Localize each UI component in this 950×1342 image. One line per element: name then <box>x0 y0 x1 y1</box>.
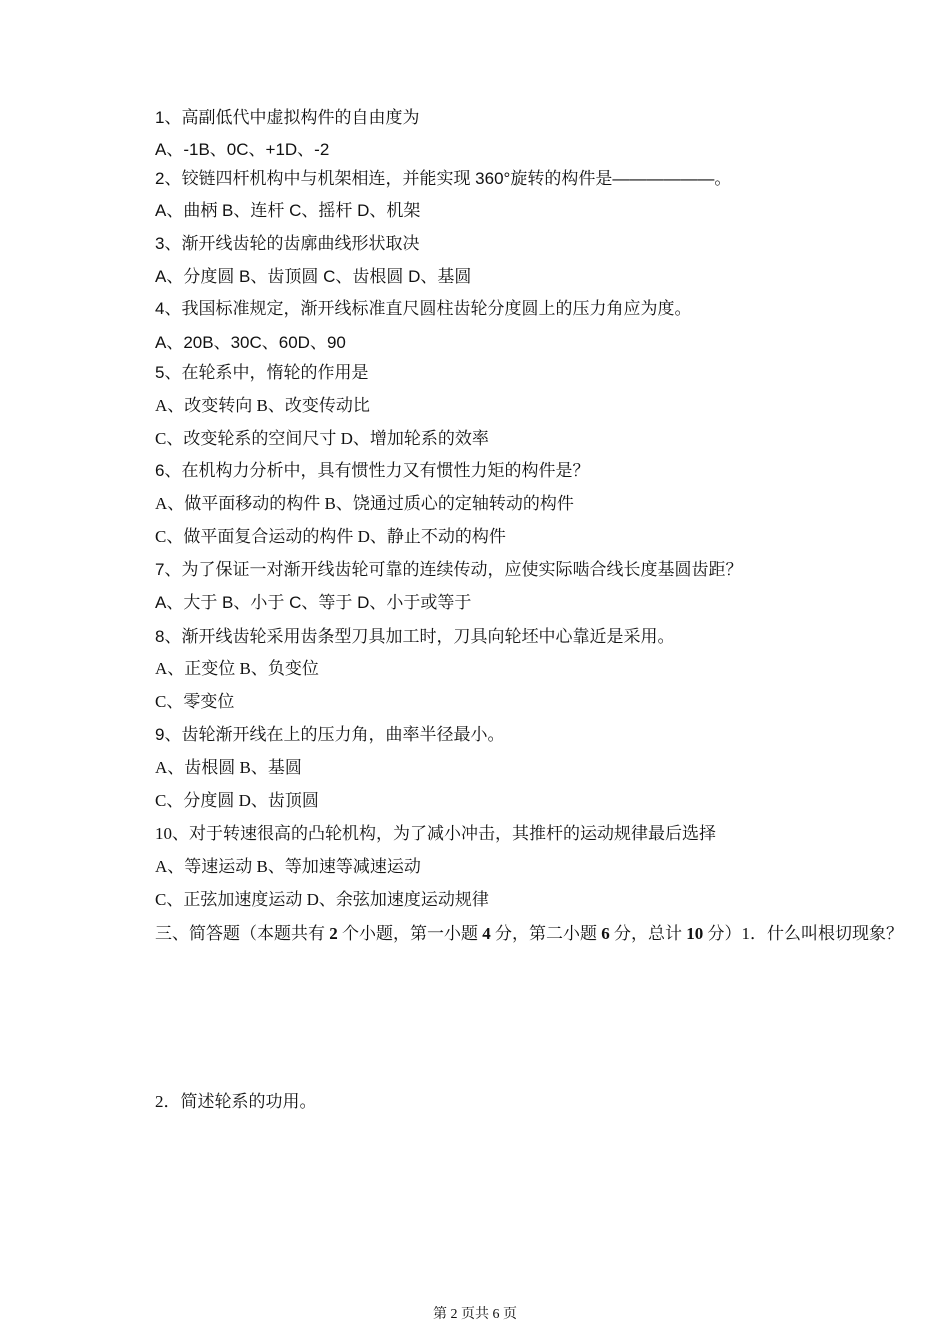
question-1-options: A、-1B、0C、+1D、-2 <box>155 140 330 159</box>
question-6-options-cd: C、做平面复合运动的构件 D、静止不动的构件 <box>155 527 506 546</box>
question-8: 8、渐开线齿轮采用齿条型刀具加工时，刀具向轮坯中心靠近是采用。 <box>155 627 675 646</box>
section-3-num-questions: 2 <box>329 924 338 943</box>
question-7: 7、为了保证一对渐开线齿轮可靠的连续传动，应使实际啮合线长度基圆齿距？ <box>155 560 743 579</box>
section-3-q1-points: 4 <box>482 924 491 943</box>
question-4: 4、我国标准规定，渐开线标准直尺圆柱齿轮分度圆上的压力角应为度。 <box>155 299 692 318</box>
question-6-options-ab: A、做平面移动的构件 B、饶通过质心的定轴转动的构件 <box>155 494 574 513</box>
question-2-options: A、曲柄 B、连杆 C、摇杆 D、机架 <box>155 201 421 220</box>
question-10-options-cd: C、正弦加速度运动 D、余弦加速度运动规律 <box>155 890 489 909</box>
question-10: 10、对于转速很高的凸轮机构，为了减小冲击，其推杆的运动规律最后选择 <box>155 824 716 843</box>
question-9: 9、齿轮渐开线在上的压力角，曲率半径最小。 <box>155 725 505 744</box>
section-3-mid-2: 分，第二小题 <box>495 924 597 943</box>
section-3-heading-suffix: 分）1．什么叫根切现象？ <box>707 924 903 943</box>
question-3: 3、渐开线齿轮的齿廓曲线形状取决 <box>155 234 420 253</box>
question-5-options-ab: A、改变转向 B、改变传动比 <box>155 396 370 415</box>
question-8-options-ab: A、正变位 B、负变位 <box>155 659 319 678</box>
question-9-options-cd: C、分度圆 D、齿顶圆 <box>155 791 319 810</box>
section-3-mid-3: 分，总计 <box>614 924 682 943</box>
question-2: 2、铰链四杆机构中与机架相连，并能实现 360°旋转的构件是——————。 <box>155 169 732 188</box>
section-3-total-points: 10 <box>686 924 704 943</box>
question-7-options: A、大于 B、小于 C、等于 D、小于或等于 <box>155 593 472 612</box>
section-3-heading-prefix: 三、简答题（本题共有 <box>155 924 325 943</box>
question-3-options: A、分度圆 B、齿顶圆 C、齿根圆 D、基圆 <box>155 267 472 286</box>
section-3-mid-1: 个小题，第一小题 <box>342 924 478 943</box>
section-3-question-2: 2．简述轮系的功用。 <box>155 1092 317 1111</box>
page-footer: 第 2 页共 6 页 <box>433 1307 517 1322</box>
question-9-options-ab: A、齿根圆 B、基圆 <box>155 758 302 777</box>
section-3-heading <box>155 918 915 950</box>
question-8-option-c: C、零变位 <box>155 692 235 711</box>
question-5: 5、在轮系中，惰轮的作用是 <box>155 363 369 382</box>
question-5-options-cd: C、改变轮系的空间尺寸 D、增加轮系的效率 <box>155 429 489 448</box>
question-6: 6、在机构力分析中，具有惯性力又有惯性力矩的构件是？ <box>155 461 590 480</box>
question-1: 1、高副低代中虚拟构件的自由度为 <box>155 108 420 127</box>
question-4-options: A、20B、30C、60D、90 <box>155 333 346 352</box>
question-10-options-ab: A、等速运动 B、等加速等减速运动 <box>155 857 421 876</box>
section-3-q2-points: 6 <box>601 924 610 943</box>
